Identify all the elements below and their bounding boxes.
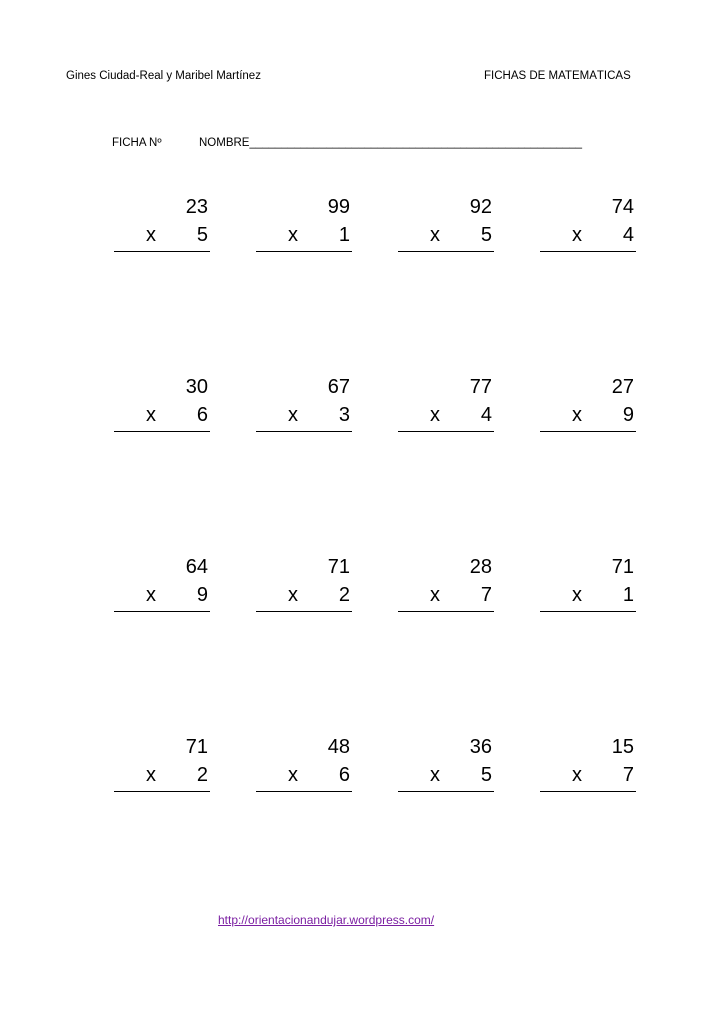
answer-line [114,431,210,432]
multiplication-problem [398,736,494,800]
multiply-sign: x [572,584,582,606]
multiplication-problem [398,196,494,260]
multiplicand: 36 [469,736,492,758]
answer-line [256,431,352,432]
multiplier: 2 [338,584,350,606]
multiply-sign: x [572,224,582,246]
multiply-sign: x [430,224,440,246]
ficha-label: FICHA Nº [112,137,162,149]
multiply-sign: x [288,584,298,606]
multiplier: 7 [622,764,634,786]
answer-line [398,611,494,612]
multiply-sign: x [146,764,156,786]
multiplication-problem [398,556,494,620]
multiply-sign: x [430,404,440,426]
answer-line [256,791,352,792]
multiplier: 2 [196,764,208,786]
multiplier: 5 [480,764,492,786]
multiplicand: 71 [327,556,350,578]
multiplicand: 28 [469,556,492,578]
answer-line [256,251,352,252]
multiplicand: 64 [185,556,208,578]
multiply-sign: x [146,224,156,246]
multiplicand: 92 [469,196,492,218]
answer-line [398,791,494,792]
multiplicand: 23 [185,196,208,218]
multiplier: 1 [622,584,634,606]
multiplier: 5 [196,224,208,246]
multiplier: 1 [338,224,350,246]
answer-line [540,251,636,252]
multiply-sign: x [288,224,298,246]
answer-line [256,611,352,612]
answer-line [398,251,494,252]
multiplication-problem [256,196,352,260]
multiplicand: 15 [611,736,634,758]
multiply-sign: x [430,764,440,786]
multiplication-problem [114,736,210,800]
answer-line [398,431,494,432]
multiplication-problem [114,196,210,260]
multiplication-problem [398,376,494,440]
multiplier: 6 [338,764,350,786]
multiplier: 9 [196,584,208,606]
answer-line [114,791,210,792]
multiply-sign: x [572,404,582,426]
multiplicand: 77 [469,376,492,398]
multiply-sign: x [288,404,298,426]
multiplicand: 71 [611,556,634,578]
multiplication-problem [540,376,636,440]
multiplication-problem [114,556,210,620]
multiplicand: 48 [327,736,350,758]
multiply-sign: x [146,584,156,606]
multiplicand: 71 [185,736,208,758]
multiplier: 6 [196,404,208,426]
multiplication-problem [540,556,636,620]
answer-line [114,611,210,612]
multiply-sign: x [288,764,298,786]
multiplication-problem [256,376,352,440]
footer-website-link[interactable]: http://orientacionandujar.wordpress.com/ [218,913,435,927]
multiplication-problem [540,736,636,800]
multiplier: 4 [622,224,634,246]
answer-line [540,791,636,792]
multiplier: 3 [338,404,350,426]
header-title: FICHAS DE MATEMÁTICAS [484,70,631,82]
header-authors: Gines Ciudad-Real y Maribel Martínez [66,70,261,82]
multiply-sign: x [572,764,582,786]
multiply-sign: x [430,584,440,606]
multiplication-problem [540,196,636,260]
multiplier: 7 [480,584,492,606]
multiplication-problem [256,736,352,800]
multiply-sign: x [146,404,156,426]
multiplicand: 99 [327,196,350,218]
multiplicand: 30 [185,376,208,398]
answer-line [540,431,636,432]
multiplier: 5 [480,224,492,246]
answer-line [114,251,210,252]
nombre-field: NOMBRE____________________________________________________ [199,137,583,149]
multiplication-problem [256,556,352,620]
answer-line [540,611,636,612]
multiplication-problem [114,376,210,440]
multiplicand: 74 [611,196,634,218]
multiplier: 4 [480,404,492,426]
multiplier: 9 [622,404,634,426]
multiplicand: 27 [611,376,634,398]
multiplicand: 67 [327,376,350,398]
